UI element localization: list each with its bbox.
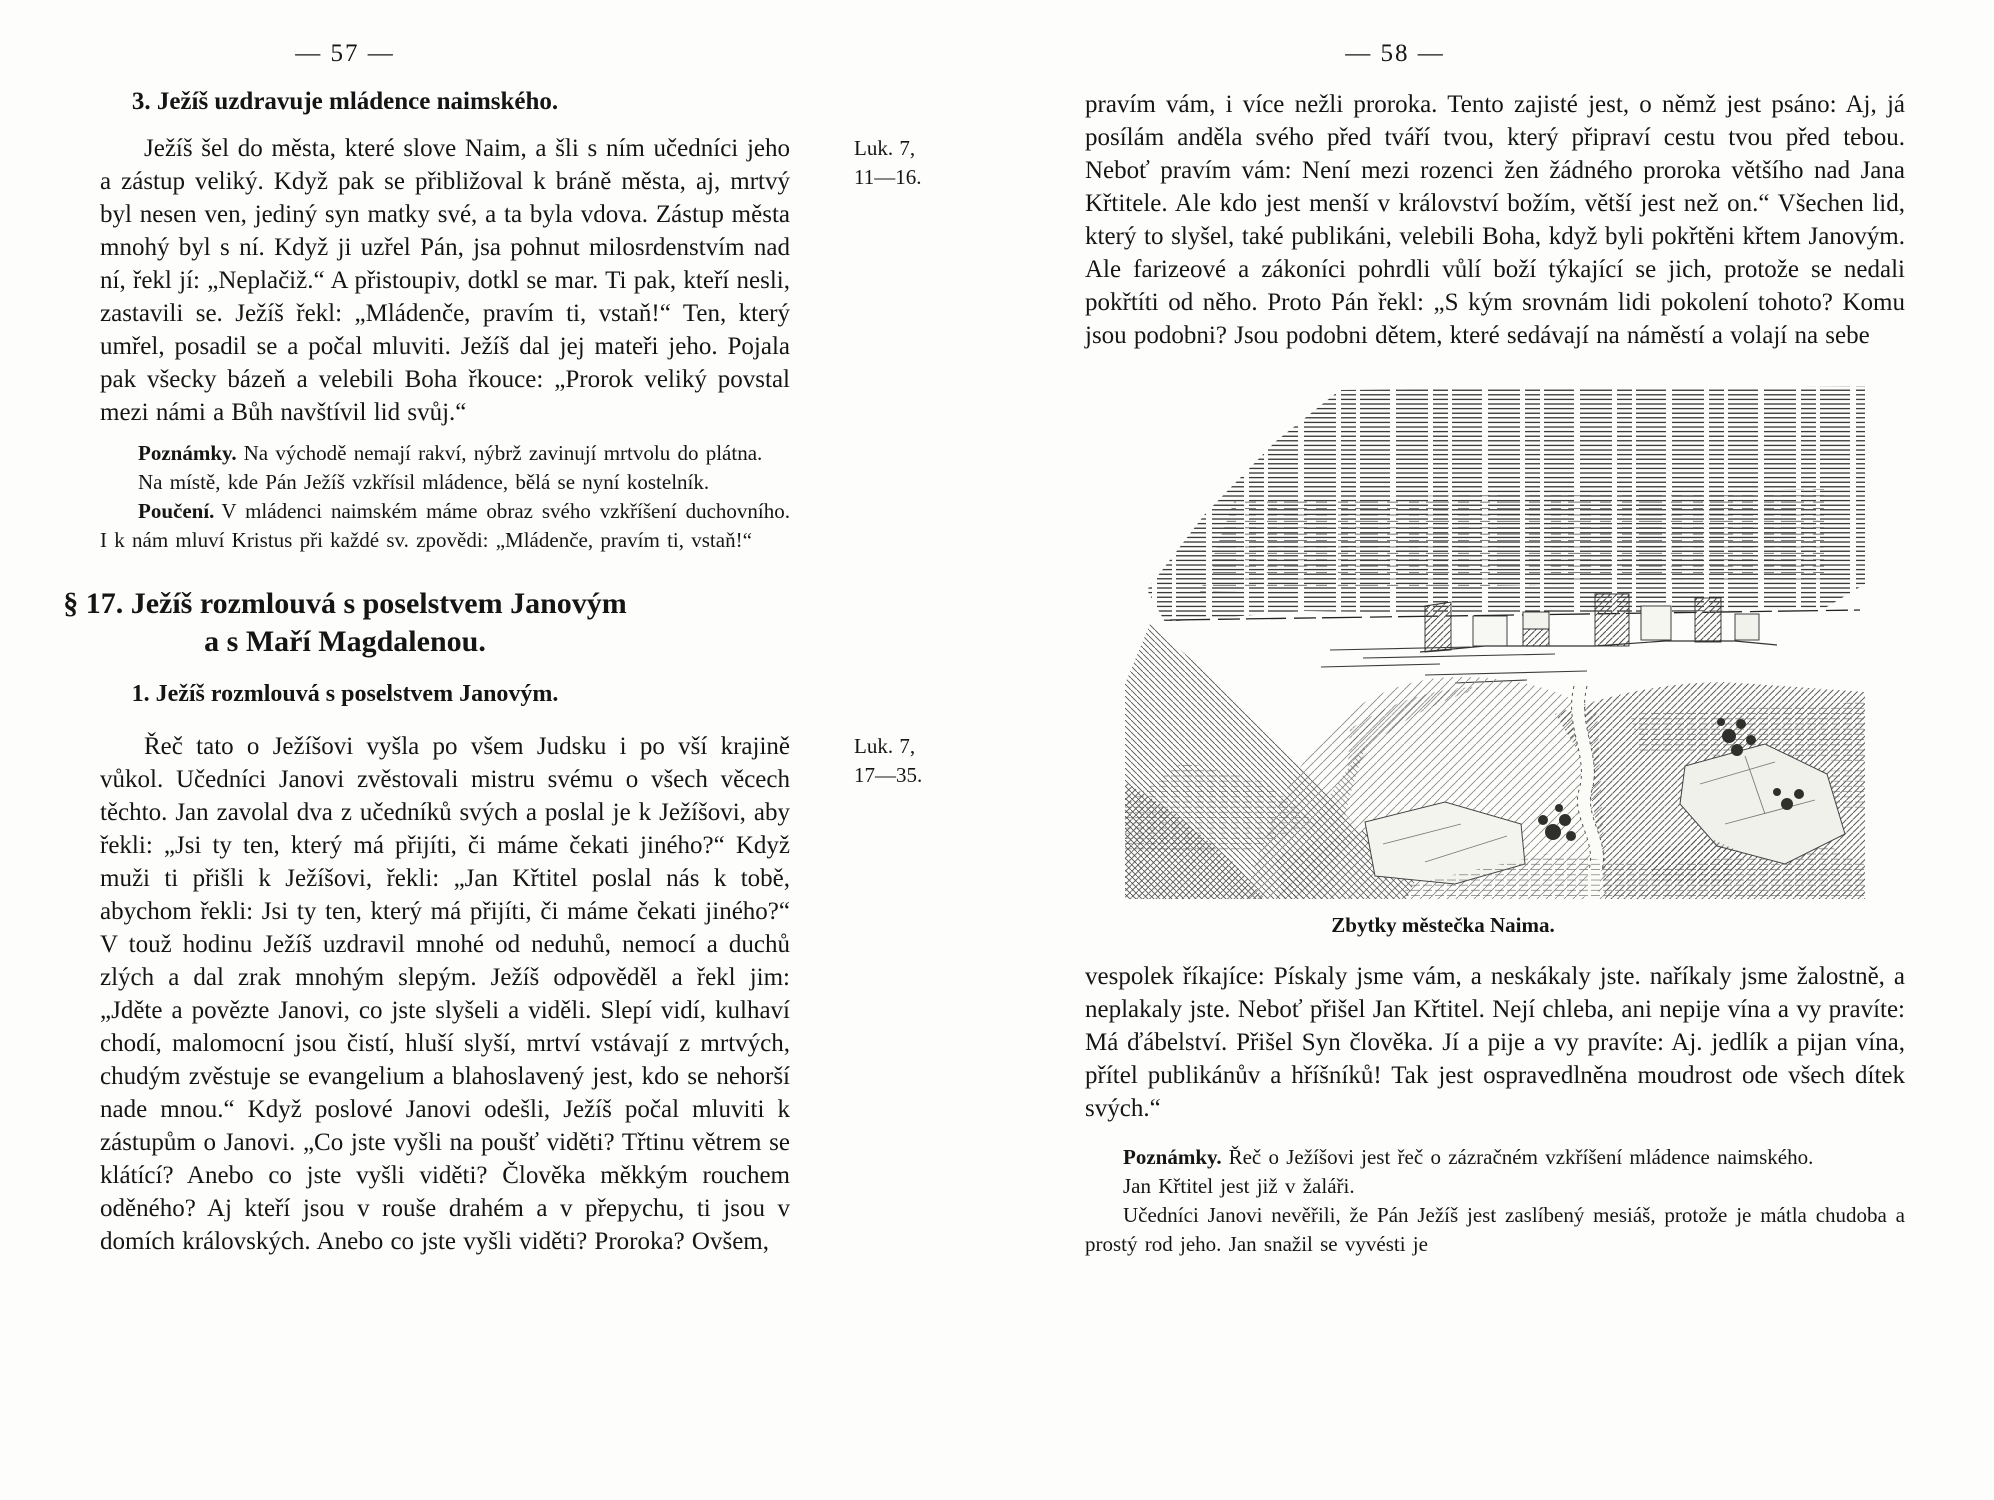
note-label: Poznámky. [1123, 1145, 1222, 1169]
paragraph-naim [100, 132, 922, 429]
notes-block [1085, 1143, 1905, 1259]
note-pouceni [100, 497, 790, 555]
note-zalar [1085, 1172, 1905, 1201]
paragraph-text: Ježíš šel do města, které slove Naim, a šli s ním učedníci jeho a zástup veliký. Když pak se přibližoval k bráně města, aj, mrtvý byl nesen ven, jediný syn matky své, a ta byla vdova. Zástup města mnohý byl s ní. Když ji uzřel Pán, jsa pohnut milosrdenstvím nad ní, řekl jí: „Neplačiž.“ A přistoupiv, dotkl se mar. Ti pak, kteří nesli, zastavili se. Ježíš řekl: „Mládenče, pravím ti, vstaň!“ Ten, který umřel, posadil se a počal mluviti. Ježíš dal jej mateři jeho. Pojala pak všecky bázeň a velebili Boha řkouce: „Prorok veliký povstal mezi námi a Bůh navštívil lid svůj.“ [100, 135, 790, 426]
note-text: Jan Křtitel jest již v žaláři. [1123, 1174, 1355, 1198]
note-text: Na místě, kde Pán Ježíš vzkřísil mládence, bělá se nyní kostelník. [138, 470, 710, 494]
note-poznamky [1085, 1143, 1905, 1172]
page-57 [63, 40, 923, 1258]
section-heading-line2: a s Maří Magdalenou. [204, 625, 486, 658]
note-label: Poučení. [138, 499, 215, 523]
margin-note-line: Luk. 7, [854, 136, 916, 160]
page-number: — 57 — [295, 40, 395, 67]
note-poznamky [100, 439, 790, 468]
note-text: Řeč o Ježíšovi jest řeč o zázračném vzkříšení mládence naimského. [1228, 1145, 1814, 1169]
margin-note-luke-11-16 [854, 134, 994, 192]
note-label: Poznámky. [138, 441, 237, 465]
naim-engraving [1125, 384, 1865, 899]
figure-naim [1125, 384, 1865, 938]
note-ucednici [1085, 1201, 1905, 1259]
margin-note-line: 17—35. [854, 763, 923, 787]
note-text: Učedníci Janovi nevěřili, že Pán Ježíš jest zaslíbený mesiáš, protože je mátla chudoba a prostý rod jeho. Jan snažil se vyvésti je [1085, 1203, 1905, 1256]
paragraph-text: pravím vám, i více nežli proroka. Tento zajisté jest, o němž jest psáno: Aj, já posílám anděla svého před tváří tvou, který připraví cestu tvou před tebou. Neboť pravím vám: Není mezi rozenci žen žádného proroka většího nad Jana Křtitele. Ale kdo jest menší v království božím, větší jest než on.“ Všechen lid, který to slyšel, také publikáni, velebili Boha, když byli pokřtěni křtem Janovým. Ale farizeové a zákoníci pohrdli vůlí boží týkající se jich, protože se nedali pokřtíti od něho. Proto Pán řekl: „S kým srovnám lidi pokolení tohoto? Komu jsou podobni? Jsou podobni dětem, které sedávají na náměstí a volají na sebe [1085, 91, 1905, 349]
page-58 [1085, 40, 1905, 1259]
chapter-heading: 3. Ježíš uzdravuje mládence naimského. [131, 88, 559, 115]
note-kostelnik [100, 468, 790, 497]
note-text: V mládenci naimském máme obraz svého vzkříšení duchovního. I k nám mluví Kristus při každé sv. zpovědi: „Mládenče, pravím ti, vstaň!“ [100, 499, 790, 552]
paragraph-continuation-2 [1085, 960, 1905, 1125]
margin-note-luke-17-35 [854, 732, 994, 790]
margin-note-line: 11—16. [854, 165, 922, 189]
paragraph-continuation [1085, 88, 1905, 352]
section-heading-line1: § 17. Ježíš rozmlouvá s poselstvem Janovým [63, 587, 627, 620]
sub-heading: 1. Ježíš rozmlouvá s poselstvem Janovým. [131, 681, 559, 707]
figure-caption: Zbytky městečka Naima. [1331, 913, 1555, 937]
paragraph-text: vespolek říkajíce: Pískaly jsme vám, a neskákaly jste. naříkaly jsme žalostně, a neplakaly jste. Neboť přišel Jan Křtitel. Nejí chleba, ani nepije vína a vy pravíte: Má ďábelství. Přišel Syn člověka. Jí a pije a vy pravíte: Aj. jedlík a pijan vína, přítel publikánův a hříšníků! Tak jest ospravedlněna moudrost ode všech dítek svých.“ [1085, 963, 1905, 1122]
page-number: — 58 — [1345, 40, 1445, 67]
margin-note-line: Luk. 7, [854, 734, 916, 758]
notes-block [100, 439, 790, 555]
paragraph-text: Řeč tato o Ježíšovi vyšla po všem Judsku i po vší krajině vůkol. Učedníci Janovi zvěstovali mistru svému o všech věcech těchto. Jan zavolal dva z učedníků svých a poslal je k Ježíšovi, aby řekli: „Jsi ty ten, který má přijíti, či máme čekati jiného?“ Když muži ti přišli k Ježíšovi, řekli: „Jan Křtitel poslal nás k tobě, abychom řekli: Jsi ty ten, který má přijíti, či máme čekati jiného?“ V touž hodinu Ježíš uzdravil mnohé od neduhů, nemocí a duchů zlých a dal zrak mnohým slepým. Ježíš odpověděl a řekl jim: „Jděte a povězte Janovi, co jste slyšeli a viděli. Slepí vidí, kulhaví chodí, malomocní jsou čistí, hluší slyší, mrtví vstávají z mrtvých, chudým zvěstuje se evangelium a blahoslavený jest, kdo se nehorší nade mnou.“ Když poslové Janovi odešli, Ježíš počal mluviti k zástupům o Janovi. „Co jste vyšli na poušť viděti? Třtinu větrem se klátící? Anebo co jste vyšli viděti? Člověka měkkým rouchem oděného? Aj kteří jsou v rouše drahém a v přepychu, ti jsou v domích královských. Anebo co jste vyšli viděti? Proroka? Ovšem, [100, 733, 790, 1255]
section-heading [0, 585, 690, 661]
note-text: Na východě nemají rakví, nýbrž zavinují mrtvolu do plátna. [243, 441, 763, 465]
paragraph-poselstvo [100, 730, 923, 1258]
